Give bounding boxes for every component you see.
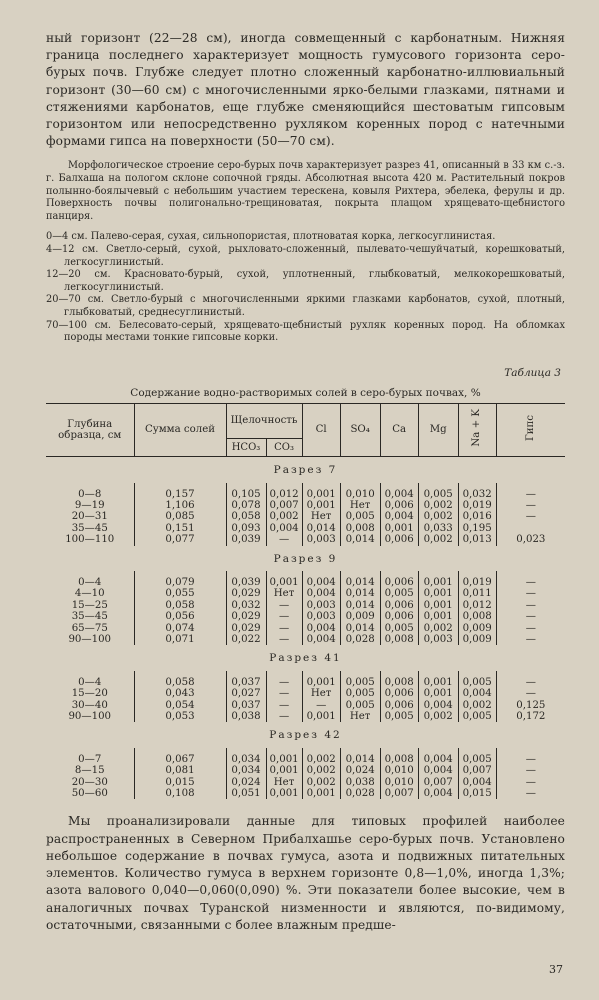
table-cell: 0,053 (134, 711, 226, 722)
table-cell: 0,051 (226, 788, 266, 799)
table-cell: 0,029 (226, 623, 266, 634)
table-cell: 65—75 (71, 622, 108, 634)
table-cell: 0,023 (496, 534, 565, 545)
table-cell: 0,014 (340, 623, 380, 634)
table-cell: Нет (302, 511, 340, 522)
table-cell: 0,077 (134, 534, 226, 545)
horizon-list (46, 231, 565, 344)
page-number: 37 (549, 963, 563, 976)
table-cell: 0,005 (340, 688, 380, 699)
table-cell: 0,001 (418, 688, 458, 699)
section-title-row (46, 645, 565, 670)
table-cell: — (266, 688, 302, 699)
table-cell: 0,006 (380, 500, 418, 511)
table-row (46, 700, 565, 711)
table-cell: 0,029 (226, 588, 266, 599)
table-cell: 0,001 (266, 577, 302, 588)
table-cell: 0,003 (302, 534, 340, 545)
table-cell: — (302, 700, 340, 711)
table-cell: 0,002 (266, 511, 302, 522)
table-cell: 0,055 (134, 588, 226, 599)
header-sum: Сумма солей (134, 403, 226, 456)
section-title: Разрез 9 (273, 552, 338, 565)
table-cell: 0,003 (302, 600, 340, 611)
table-cell: Нет (340, 500, 380, 511)
header-gypsum-label: Гипс (525, 415, 537, 442)
table-cell: — (496, 677, 565, 688)
table-row (46, 688, 565, 699)
table-cell: 100—110 (65, 534, 115, 546)
table-cell: 0,002 (418, 500, 458, 511)
table-cell: 0,004 (380, 511, 418, 522)
table-cell: 0,004 (458, 688, 496, 699)
table-cell: 0,010 (380, 777, 418, 788)
table-cell: Нет (340, 711, 380, 722)
table-cell: 0,033 (418, 523, 458, 534)
table-cell: 0,019 (458, 577, 496, 588)
top-paragraph: ный горизонт (22—28 см), иногда совмещенный с карбонатным. Нижняя граница последнего характеризует мощность гумусового горизонта серо-бурых почв. Глубже следует плотно сложенный карбонатно-иллювиальный горизонт (30—60 см) с многочисленными ярко-белыми глазками, пятнами и стяжениями карбонатов, еще глубже сменяющийся шестоватым гипсовым горизонтом или непосредственно рухляком коренных пород с натечными формами гипса на поверхности (50—70 см). (46, 31, 565, 149)
table-cell: 0,001 (380, 523, 418, 534)
table-cell: 0,038 (226, 711, 266, 722)
table-cell: 0,005 (340, 700, 380, 711)
table-row (46, 489, 565, 500)
table-cell: 0,058 (134, 677, 226, 688)
table-cell: — (496, 754, 565, 765)
table-cell: 0,012 (266, 489, 302, 500)
table-cell: 0,001 (418, 611, 458, 622)
section-title: Разрез 42 (269, 729, 342, 742)
table-cell: 0,024 (226, 777, 266, 788)
table-cell: 0,002 (302, 765, 340, 776)
table-cell: 0,043 (134, 688, 226, 699)
table-cell: 35—45 (71, 611, 108, 623)
table-cell: — (266, 600, 302, 611)
header-so4: SO₄ (340, 403, 380, 456)
table-cell: 35—45 (71, 522, 108, 534)
table-cell: 0,005 (458, 677, 496, 688)
table-cell: 0,008 (380, 754, 418, 765)
table-cell: 0,037 (226, 700, 266, 711)
table-title: Содержание водно-растворимых солей в серо-бурых почвах, % (130, 386, 481, 399)
table-cell: 0,008 (380, 677, 418, 688)
table-cell: 0,005 (458, 754, 496, 765)
table-cell: 0,014 (340, 588, 380, 599)
table-cell: 0,013 (458, 534, 496, 545)
table-cell: — (266, 534, 302, 545)
table-cell: 4—10 (74, 588, 105, 600)
table-cell: 0,004 (418, 788, 458, 799)
table-cell: 0,002 (418, 534, 458, 545)
table-cell: — (496, 688, 565, 699)
table-cell: 0,029 (226, 611, 266, 622)
table-row (46, 523, 565, 534)
table-cell: 0,009 (458, 634, 496, 645)
header-gypsum (496, 403, 565, 456)
table-cell: 0—7 (78, 753, 102, 765)
table-row (46, 611, 565, 622)
table-cell: 0,011 (458, 588, 496, 599)
table-cell: 0,125 (496, 700, 565, 711)
table-cell: 0,001 (418, 588, 458, 599)
table-cell: 0,001 (302, 489, 340, 500)
table-cell: 0—4 (78, 676, 102, 688)
table-cell: 0,005 (380, 711, 418, 722)
table-cell: 0,015 (134, 777, 226, 788)
table-cell: 0,003 (302, 611, 340, 622)
table-body (46, 457, 565, 800)
table-cell: 0,085 (134, 511, 226, 522)
table-cell: Нет (266, 777, 302, 788)
table-cell: 0,015 (458, 788, 496, 799)
table-row (46, 588, 565, 599)
table-cell: 0,005 (458, 711, 496, 722)
table-cell: 0,078 (226, 500, 266, 511)
table-cell: 0,037 (226, 677, 266, 688)
table-cell: 0,005 (380, 623, 418, 634)
table-cell: 30—40 (71, 699, 108, 711)
table-cell: 0,019 (458, 500, 496, 511)
horizon-item: 20—70 см. Светло-бурый с многочисленными яркими глазками карбонатов, сухой, плотный, глыбковатый, среднесуглинистый. (46, 294, 565, 318)
table-cell: — (496, 500, 565, 511)
table-cell: Нет (302, 688, 340, 699)
table-cell: 0,003 (418, 634, 458, 645)
header-ca: Ca (380, 403, 418, 456)
table-cell: 0,002 (302, 777, 340, 788)
table-cell: 0,004 (302, 634, 340, 645)
section-title-row (46, 546, 565, 571)
table-cell: 0,009 (340, 611, 380, 622)
table-cell: 0,074 (134, 623, 226, 634)
table-cell: — (266, 634, 302, 645)
table-cell: 0,151 (134, 523, 226, 534)
table-cell: 0,006 (380, 600, 418, 611)
section-title-row (46, 722, 565, 747)
table-cell: 0,002 (418, 511, 458, 522)
table-cell: 0,005 (380, 588, 418, 599)
table-cell: 0,005 (340, 677, 380, 688)
table-cell: 0,005 (418, 489, 458, 500)
table-cell: 0,024 (340, 765, 380, 776)
table-cell: 0,056 (134, 611, 226, 622)
table-cell: 0,007 (458, 765, 496, 776)
table-cell: — (496, 600, 565, 611)
table-cell: 0,027 (226, 688, 266, 699)
table-cell: 0,010 (380, 765, 418, 776)
table-cell: — (266, 623, 302, 634)
table-cell: 0,054 (134, 700, 226, 711)
table-cell: 0,195 (458, 523, 496, 534)
table-row (46, 777, 565, 788)
intro-paragraph: Морфологическое строение серо-бурых почв характеризует разрез 41, описанный в 33 км с.-з. г. Балхаша на пологом склоне сопочной гряды. Абсолютная высота 420 м. Растительный покров полынно-боялычевый с небольшим участием терескена, ковыля Рихтера, эбелека, ферулы и др. Поверхность почвы полигонально-трещиноватая, покрыта плащом хрящевато-щебнистого панциря. (46, 160, 565, 222)
table-cell: 50—60 (71, 788, 108, 800)
table-cell: 0,012 (458, 600, 496, 611)
table-cell: 0,067 (134, 754, 226, 765)
table-cell: 0,014 (340, 754, 380, 765)
table-row (46, 765, 565, 776)
table-cell: 0,008 (380, 634, 418, 645)
table-cell: 0,006 (380, 577, 418, 588)
header-alkalinity: Щелочность (226, 403, 302, 438)
table-cell: 0,105 (226, 489, 266, 500)
table-cell: 0,014 (340, 534, 380, 545)
table-cell: 0,009 (458, 623, 496, 634)
table-row (46, 634, 565, 645)
table-cell: 90—100 (68, 634, 112, 646)
table-cell: 0,010 (340, 489, 380, 500)
table-cell: 0,007 (380, 788, 418, 799)
table-row (46, 677, 565, 688)
table-cell: 0,172 (496, 711, 565, 722)
table-cell: 0,022 (226, 634, 266, 645)
table-cell: 0,002 (458, 700, 496, 711)
table-cell: 0,093 (226, 523, 266, 534)
table-cell: — (266, 711, 302, 722)
table-cell: 0,014 (340, 600, 380, 611)
header-co3: CO₃ (266, 438, 302, 456)
table-cell: — (496, 611, 565, 622)
table-cell: 15—20 (71, 688, 108, 700)
table-cell: 0,004 (418, 754, 458, 765)
table-cell: 0,001 (418, 677, 458, 688)
table-cell: 0,014 (302, 523, 340, 534)
table-cell: 0,028 (340, 634, 380, 645)
table-row (46, 500, 565, 511)
table-cell: 90—100 (68, 711, 112, 723)
horizon-item: 12—20 см. Красновато-бурый, сухой, уплотненный, глыбковатый, мелкокорешковатый, легкосуглинистый. (46, 269, 565, 293)
table-cell: 20—30 (71, 776, 108, 788)
table-row (46, 577, 565, 588)
table-cell: 15—25 (71, 599, 108, 611)
table-cell: 0,038 (340, 777, 380, 788)
table-cell: 0,016 (458, 511, 496, 522)
table-cell: — (496, 765, 565, 776)
table-cell: 0,081 (134, 765, 226, 776)
table-cell: 0,006 (380, 700, 418, 711)
table-cell: — (496, 511, 565, 522)
table-cell: 0,032 (226, 600, 266, 611)
table-cell: 0,001 (266, 788, 302, 799)
table-cell: — (496, 634, 565, 645)
table-cell: 0,001 (302, 677, 340, 688)
table-cell: 0,004 (418, 700, 458, 711)
table-cell: 0,006 (380, 534, 418, 545)
table-cell: 0,002 (418, 711, 458, 722)
table-row (46, 711, 565, 722)
table-number: Таблица 3 (504, 366, 561, 379)
table-cell: 0,039 (226, 534, 266, 545)
table-cell: Нет (266, 588, 302, 599)
table-cell: 0,005 (340, 511, 380, 522)
table-cell: 0,002 (302, 754, 340, 765)
table-cell: 0,006 (380, 611, 418, 622)
table-cell: 0,039 (226, 577, 266, 588)
table-cell: 0,007 (418, 777, 458, 788)
table-cell: — (266, 677, 302, 688)
table-cell: 0,014 (340, 577, 380, 588)
header-hco3: HCO₃ (226, 438, 266, 456)
table-row (46, 511, 565, 522)
table-cell: 0,004 (458, 777, 496, 788)
salts-table (46, 403, 565, 800)
table-cell: 0—4 (78, 576, 102, 588)
table-row (46, 754, 565, 765)
table-cell: 8—15 (74, 765, 105, 777)
table-cell: 0,001 (302, 788, 340, 799)
table-cell: 20—31 (71, 511, 108, 523)
table-cell: 0,034 (226, 765, 266, 776)
table-cell: — (496, 788, 565, 799)
table-row (46, 600, 565, 611)
table-cell: — (496, 489, 565, 500)
table-cell: 0,001 (418, 577, 458, 588)
table-cell: 0,004 (302, 623, 340, 634)
table-cell: 0,004 (302, 588, 340, 599)
table-cell: 0,032 (458, 489, 496, 500)
table-cell: 0,007 (266, 500, 302, 511)
table-row (46, 788, 565, 799)
table-cell: 0,058 (134, 600, 226, 611)
header-na-k-label: Na + K (471, 409, 483, 448)
header-na-k (458, 403, 496, 456)
header-cl: Cl (302, 403, 340, 456)
table-cell: 0,108 (134, 788, 226, 799)
table-cell: 0,002 (418, 623, 458, 634)
table-cell: 1,106 (134, 500, 226, 511)
table-cell: — (266, 700, 302, 711)
table-row (46, 623, 565, 634)
table-cell: — (496, 577, 565, 588)
table-cell: 0,001 (302, 711, 340, 722)
table-cell: 0,008 (458, 611, 496, 622)
section-title: Разрез 7 (273, 464, 338, 477)
table-cell: — (496, 588, 565, 599)
table-cell: 0,157 (134, 489, 226, 500)
header-mg: Mg (418, 403, 458, 456)
table-cell (496, 523, 565, 534)
table-cell: 0,004 (266, 523, 302, 534)
table-cell: 0,028 (340, 788, 380, 799)
final-paragraph: Мы проанализировали данные для типовых профилей наиболее распространенных в Северном Прибалхашье серо-бурых почв. Установлено небольшое содержание в почвах гумуса, азота и подвижных питательных элементов. Количество гумуса в верхнем горизонте 0,8—1,0%, иногда 1,3%; азота валового 0,040—0,060(0,090) %. Эти показатели более высокие, чем в аналогичных почвах Туранской низменности и являются, по-видимому, остаточными, связанными с более влажным предше- (46, 814, 565, 932)
section-title-row (46, 457, 565, 483)
table-cell: 0—8 (78, 488, 102, 500)
table-cell: 0,001 (302, 500, 340, 511)
table-cell: 9—19 (74, 499, 105, 511)
table-cell: 0,079 (134, 577, 226, 588)
table-cell: 0,001 (418, 600, 458, 611)
table-cell: — (496, 777, 565, 788)
horizon-item: 70—100 см. Белесовато-серый, хрящевато-щебнистый рухляк коренных пород. На обломках породы местами тонкие гипсовые корки. (46, 319, 565, 344)
table-cell: 0,071 (134, 634, 226, 645)
horizon-item: 0—4 см. Палево-серая, сухая, сильнопористая, плотноватая корка, легкосуглинистая. (46, 231, 496, 243)
table-cell: — (496, 623, 565, 634)
table-cell: 0,001 (266, 754, 302, 765)
table-cell: 0,034 (226, 754, 266, 765)
table-cell: 0,058 (226, 511, 266, 522)
header-depth: Глубина образца, см (46, 403, 134, 456)
horizon-item: 4—12 см. Светло-серый, сухой, рыхловато-сложенный, пылевато-чешуйчатый, корешковатый, легкосуглинистый. (46, 243, 565, 268)
table-cell: — (266, 611, 302, 622)
table-cell: 0,004 (302, 577, 340, 588)
table-row (46, 534, 565, 545)
table-cell: 0,004 (380, 489, 418, 500)
table-cell: 0,008 (340, 523, 380, 534)
table-cell: 0,001 (266, 765, 302, 776)
section-title: Разрез 41 (269, 652, 342, 665)
table-cell: 0,004 (418, 765, 458, 776)
table-cell: 0,006 (380, 688, 418, 699)
